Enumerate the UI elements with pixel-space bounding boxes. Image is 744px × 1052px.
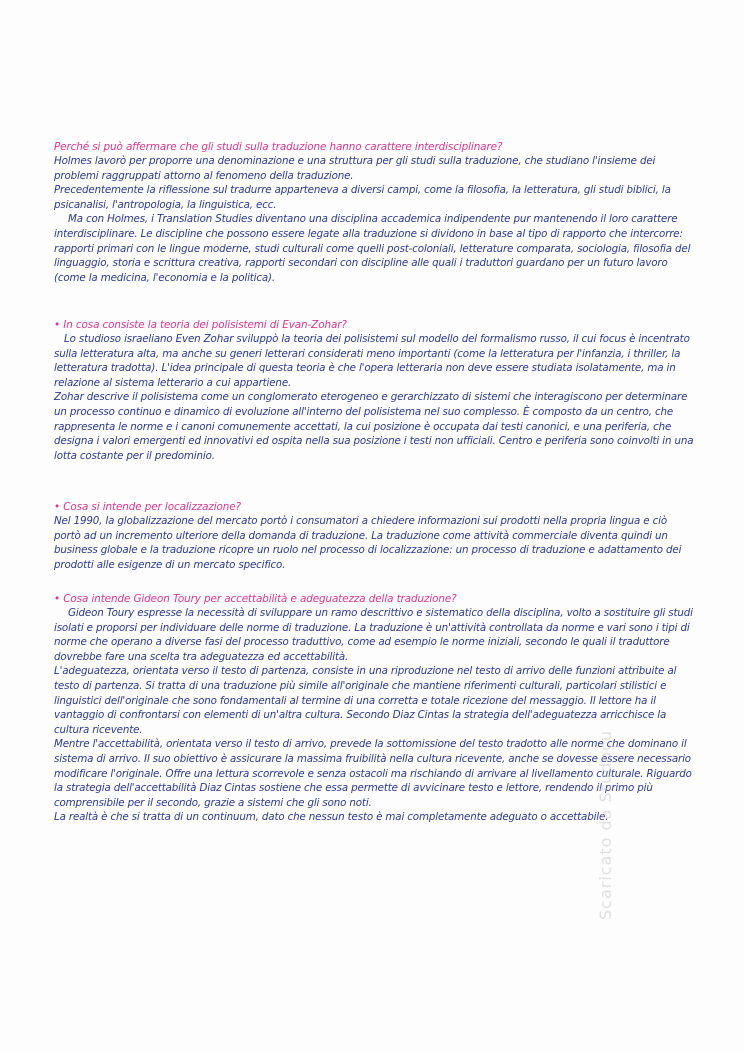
question-heading: • Cosa intende Gideon Toury per accettabilità e adeguatezza della traduzione? <box>54 593 457 605</box>
paragraph: L'adeguatezza, orientata verso il testo di partenza, consiste in una riproduzione nel testo di arrivo delle funzioni attribuite al testo di partenza. Si tratta di una traduzione più simile all'originale che mantiene riferimenti culturali, particolari stilistici e linguistici dell'originale che sono fondamentali al termine di una corretta e totale ricezione del messaggio. Il lettore ha il vantaggio di confrontarsi con elementi di un'altra cultura. Secondo Diaz Cintas la strategia dell'adeguatezza arricchisce la cultura ricevente. <box>54 665 677 736</box>
paragraph: Mentre l'accettabilità, orientata verso il testo di arrivo, prevede la sottomissione del testo tradotto alle norme che dominano il sistema di arrivo. Il suo obiettivo è assicurare la massima fruibilità nella cultura ricevente, anche se dovesse essere necessario modificare l'originale. Offre una lettura scorrevole e senza ostacoli ma rischiando di arrivare al livellamento culturale. Riguardo la strategia dell'accettabilità Diaz Cintas sostiene che essa permette di avvicinare testo e lettore, rendendo il primo più comprensibile per il secondo, grazie a sistemi che gli sono noti. <box>54 738 692 809</box>
paragraph: La realtà è che si tratta di un continuum, dato che nessun testo è mai completamente adeguato o accettabile. <box>54 811 609 824</box>
question-heading: Perché si può affermare che gli studi sulla traduzione hanno carattere interdisciplinare? <box>54 141 503 153</box>
section-interdisciplinarity <box>54 140 694 285</box>
question-heading: • Cosa si intende per localizzazione? <box>54 501 241 513</box>
watermark: Scaricato da Studocu <box>596 729 615 920</box>
paragraph: Gideon Toury espresse la necessità di sviluppare un ramo descrittivo e sistematico della disciplina, volto a sostituire gli studi isolati e proporsi per individuare delle norme di traduzione. La traduzione è un'attività controllata da norme e vari sono i tipi di norme che operano a diverse fasi del processo traduttivo, come ad esempio le norme iniziali, secondo le quali il traduttore dovrebbe fare una scelta tra adeguatezza ed accettabilità. <box>54 607 693 663</box>
paragraph: Zohar descrive il polisistema come un conglomerato eterogeneo e gerarchizzato di sistemi che interagiscono per determinare un processo continuo e dinamico di evoluzione all'interno del polisistema nel suo complesso. È composto da un centro, che rappresenta le norme e i canoni comunemente accettati, la cui posizione è occupata dai testi canonici, e una periferia, che designa i valori emergenti ed innovativi ed ospita nella sua posizione i testi non ufficiali. Centro e periferia sono coinvolti in una lotta costante per il predominio. <box>54 391 694 462</box>
answer-text <box>54 154 694 285</box>
paragraph: Holmes lavorò per proporre una denominazione e una struttura per gli studi sulla traduzione, che studiano l'insieme dei problemi raggruppati attorno al fenomeno della traduzione. <box>54 155 656 182</box>
paragraph: Ma con Holmes, i Translation Studies diventano una disciplina accademica indipendente pur mantenendo il loro carattere interdisciplinare. Le discipline che possono essere legate alla traduzione si dividono in base al tipo di rapporto che intercorre: rapporti primari con le lingue moderne, studi culturali come quelli post-coloniali, letterature comparata, sociologia, filosofia del linguaggio, storia e scrittura creativa, rapporti secondari con discipline alle quali i traduttori guardano per un futuro lavoro (come la medicina, l'economia e la politica). <box>54 213 691 284</box>
section-polysystems <box>54 318 694 463</box>
paragraph: Nel 1990, la globalizzazione del mercato portò i consumatori a chiedere informazioni sui prodotti nella propria lingua e ciò portò ad un incremento ulteriore della domanda di traduzione. La traduzione come attività commerciale diventa quindi un business globale e la traduzione ricopre un ruolo nel processo di localizzazione: un processo di traduzione e adattamento dei prodotti alle esigenze di un mercato specifico. <box>54 515 682 571</box>
paragraph: Lo studioso israeliano Even Zohar sviluppò la teoria dei polisistemi sul modello del formalismo russo, il cui focus è incentrato sulla letteratura alta, ma anche su generi letterari considerati meno importanti (come la letteratura per l'infanzia, i thriller, la letteratura tradotta). L'idea principale di questa teoria è che l'opera letteraria non deve essere studiata isolatamente, ma in relazione al sistema letterario a cui appartiene. <box>54 333 690 389</box>
answer-text <box>54 332 694 463</box>
question-heading: • In cosa consiste la teoria dei polisistemi di Evan-Zohar? <box>54 319 347 331</box>
paragraph: Precedentemente la riflessione sul tradurre apparteneva a diversi campi, come la filosofia, la letteratura, gli studi biblici, la psicanalisi, l'antropologia, la linguistica, ecc. <box>54 184 671 211</box>
